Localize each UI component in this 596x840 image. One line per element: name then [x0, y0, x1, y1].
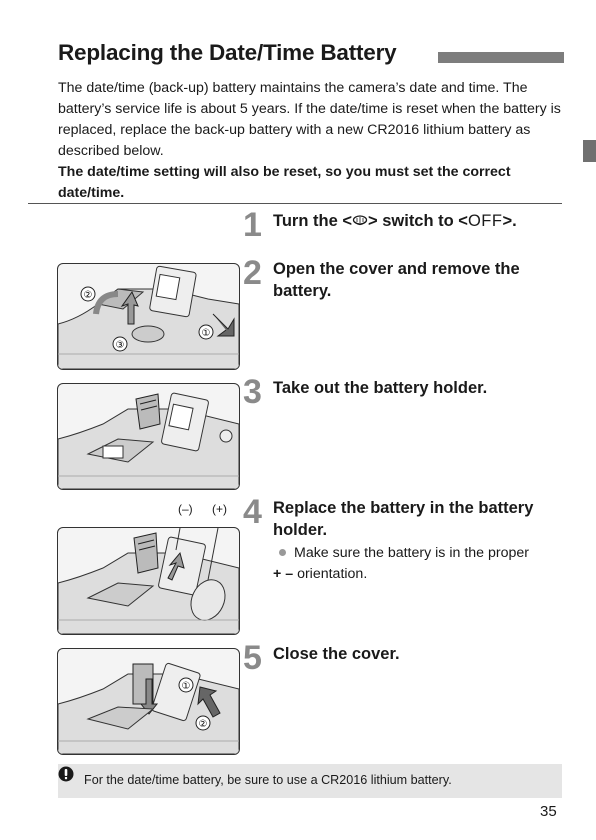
- off-mode-label: OFF: [467, 212, 503, 230]
- camera-battery-replace-drawing: [58, 528, 239, 634]
- step-text: [273, 210, 563, 232]
- caution-note-text: For the date/time battery, be sure to use a CR2016 lithium battery.: [84, 773, 452, 787]
- step-number: 4: [243, 493, 262, 531]
- page-title: Replacing the Date/Time Battery: [58, 40, 397, 65]
- camera-battery-cover-drawing: [58, 264, 239, 369]
- step-text: Open the cover and remove the battery.: [273, 260, 520, 300]
- intro-section: [58, 78, 564, 204]
- page-number: 35: [540, 803, 557, 820]
- bullet-dot-icon: [279, 549, 286, 556]
- step-number: 2: [243, 254, 262, 292]
- bullet-text: Make sure the battery is in the proper: [294, 545, 530, 561]
- step-text: Take out the battery holder.: [273, 379, 488, 397]
- step-text-part: Turn the <: [273, 212, 352, 230]
- title-decoration-bar: [438, 52, 564, 63]
- step-number: 3: [243, 373, 262, 411]
- main-dial-icon: [352, 213, 368, 228]
- step-text: Close the cover.: [273, 645, 400, 663]
- polarity-symbols: + –: [273, 566, 294, 582]
- callout-2: ②: [83, 290, 93, 301]
- section-divider: [28, 203, 562, 204]
- step-number: 5: [243, 639, 262, 677]
- caution-note: [58, 764, 562, 798]
- intro-warning: The date/time setting will also be reset, so you must set the correct date/time.: [58, 164, 511, 201]
- illustration-replace-battery: [57, 527, 240, 635]
- bullet-text: orientation.: [293, 566, 368, 582]
- step-text: Replace the battery in the battery holder.: [273, 499, 534, 539]
- polarity-plus-label: (+): [212, 502, 227, 516]
- illustration-remove-battery: [57, 263, 240, 370]
- section-tab-marker: [583, 140, 596, 162]
- callout-1: ①: [201, 328, 211, 339]
- callout-1: ①: [181, 681, 191, 692]
- step-number: 1: [243, 206, 262, 244]
- callout-2: ②: [198, 719, 208, 730]
- intro-paragraph: The date/time (back-up) battery maintains the camera’s date and time. The battery’s service life is about 5 years. If the date/time is reset when the battery is replaced, replace the back-up battery with a new CR2016 lithium battery as described below.: [58, 80, 561, 159]
- illustration-take-out-holder: [57, 383, 240, 490]
- polarity-minus-label: (–): [178, 502, 193, 516]
- caution-icon: [58, 766, 74, 782]
- callout-3: ③: [115, 340, 125, 351]
- illustration-close-cover: [57, 648, 240, 755]
- camera-battery-holder-drawing: [58, 384, 239, 489]
- camera-close-cover-drawing: [58, 649, 239, 754]
- step-bullet: [273, 543, 563, 585]
- step-text-part: >.: [502, 212, 517, 230]
- title-row: [58, 40, 564, 70]
- step-text-part: > switch to <: [368, 212, 468, 230]
